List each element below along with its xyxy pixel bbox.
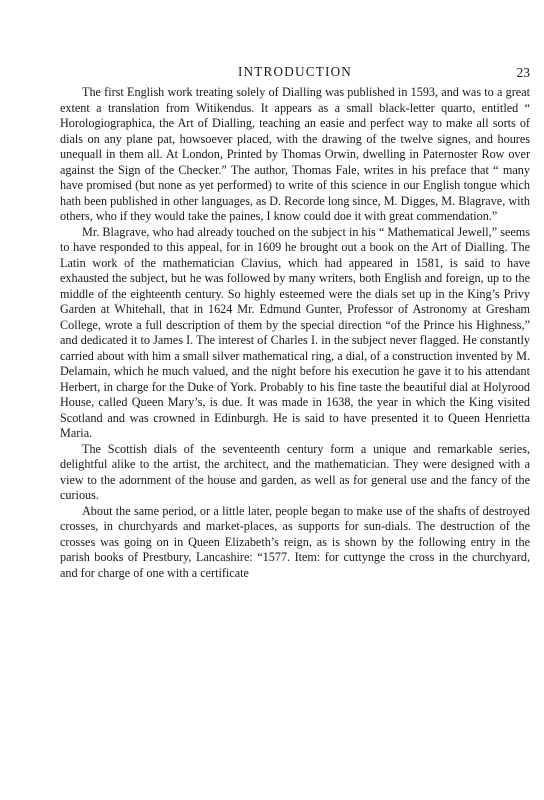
paragraph-dialling-history: The first English work treating solely of Dialling was published in 1593, and was to a great extent a translation from Witikendus. It appears as a small black-letter quarto, entitled “ Horologiographica, the Art of Dialling, teaching an easie and perfect way to make all sorts of dials on any plane pat, howsoever placed, with the drawing of the twelve signes, and houres unequall in them all. At London, Printed by Thomas Orwin, dwelling in Paternoster Row over against the Sign of the Checker.” The author, Thomas Fale, writes in his preface that “ many have promised (but none as yet performed) to write of this science in our English tongue which hath been published in other languages, as D. Recorde long since, M. Digges, M. Blagrave, with others, who if they would take the paines, I know could doe it with great commendation.” — [60, 85, 530, 223]
running-head — [60, 64, 530, 82]
page-number: 23 — [516, 65, 530, 80]
running-title: INTRODUCTION — [237, 64, 353, 79]
body-text — [60, 85, 530, 581]
paragraph-scottish-dials: The Scottish dials of the seventeenth century form a unique and remarkable series, delightful alike to the artist, the architect, and the mathematician. They were designed with a view to the adornment of the house and garden, as well as for general use and the fancy of the curious. — [60, 441, 530, 502]
paragraph-blagrave: Mr. Blagrave, who had already touched on the subject in his “ Mathematical Jewell,” seems to have responded to this appeal, for in 1609 he brought out a book on the Art of Dialling. The Latin work of the mathematician Clavius, which had appeared in 1581, is said to have exhausted the subject, but he was followed by many writers, both English and foreign, up to the middle of the eighteenth century. So highly esteemed were the dials set up in the King’s Privy Garden at Whitehall, that in 1624 Mr. Edmund Gunter, Professor of Astronomy at Gresham College, wrote a full description of them by the special direction “of the Prince his Highness,” and dedicated it to James I. The interest of Charles I. in the subject never flagged. He constantly carried about with him a small silver mathematical ring, a dial, of a construction invented by M. Delamain, which he much valued, and the night before his execution he gave it to his attendant Herbert, in charge for the Duke of York. Probably to his fine taste the beautiful dial at Holyrood House, called Queen Mary’s, is due. It was made in 1638, the year in which the King visited Scotland and was crowned in Edinburgh. He is said to have presented it to Queen Henrietta Maria. — [60, 224, 530, 440]
paragraph-crosses: About the same period, or a little later, people began to make use of the shafts of destroyed crosses, in churchyards and market-places, as supports for sun-dials. The destruction of the crosses was going on in Queen Elizabeth’s reign, as is shown by the following entry in the parish books of Prestbury, Lancashire: “1577. Item: for cuttynge the cross in the churchyard, and for charge of one with a certificate — [60, 503, 530, 580]
